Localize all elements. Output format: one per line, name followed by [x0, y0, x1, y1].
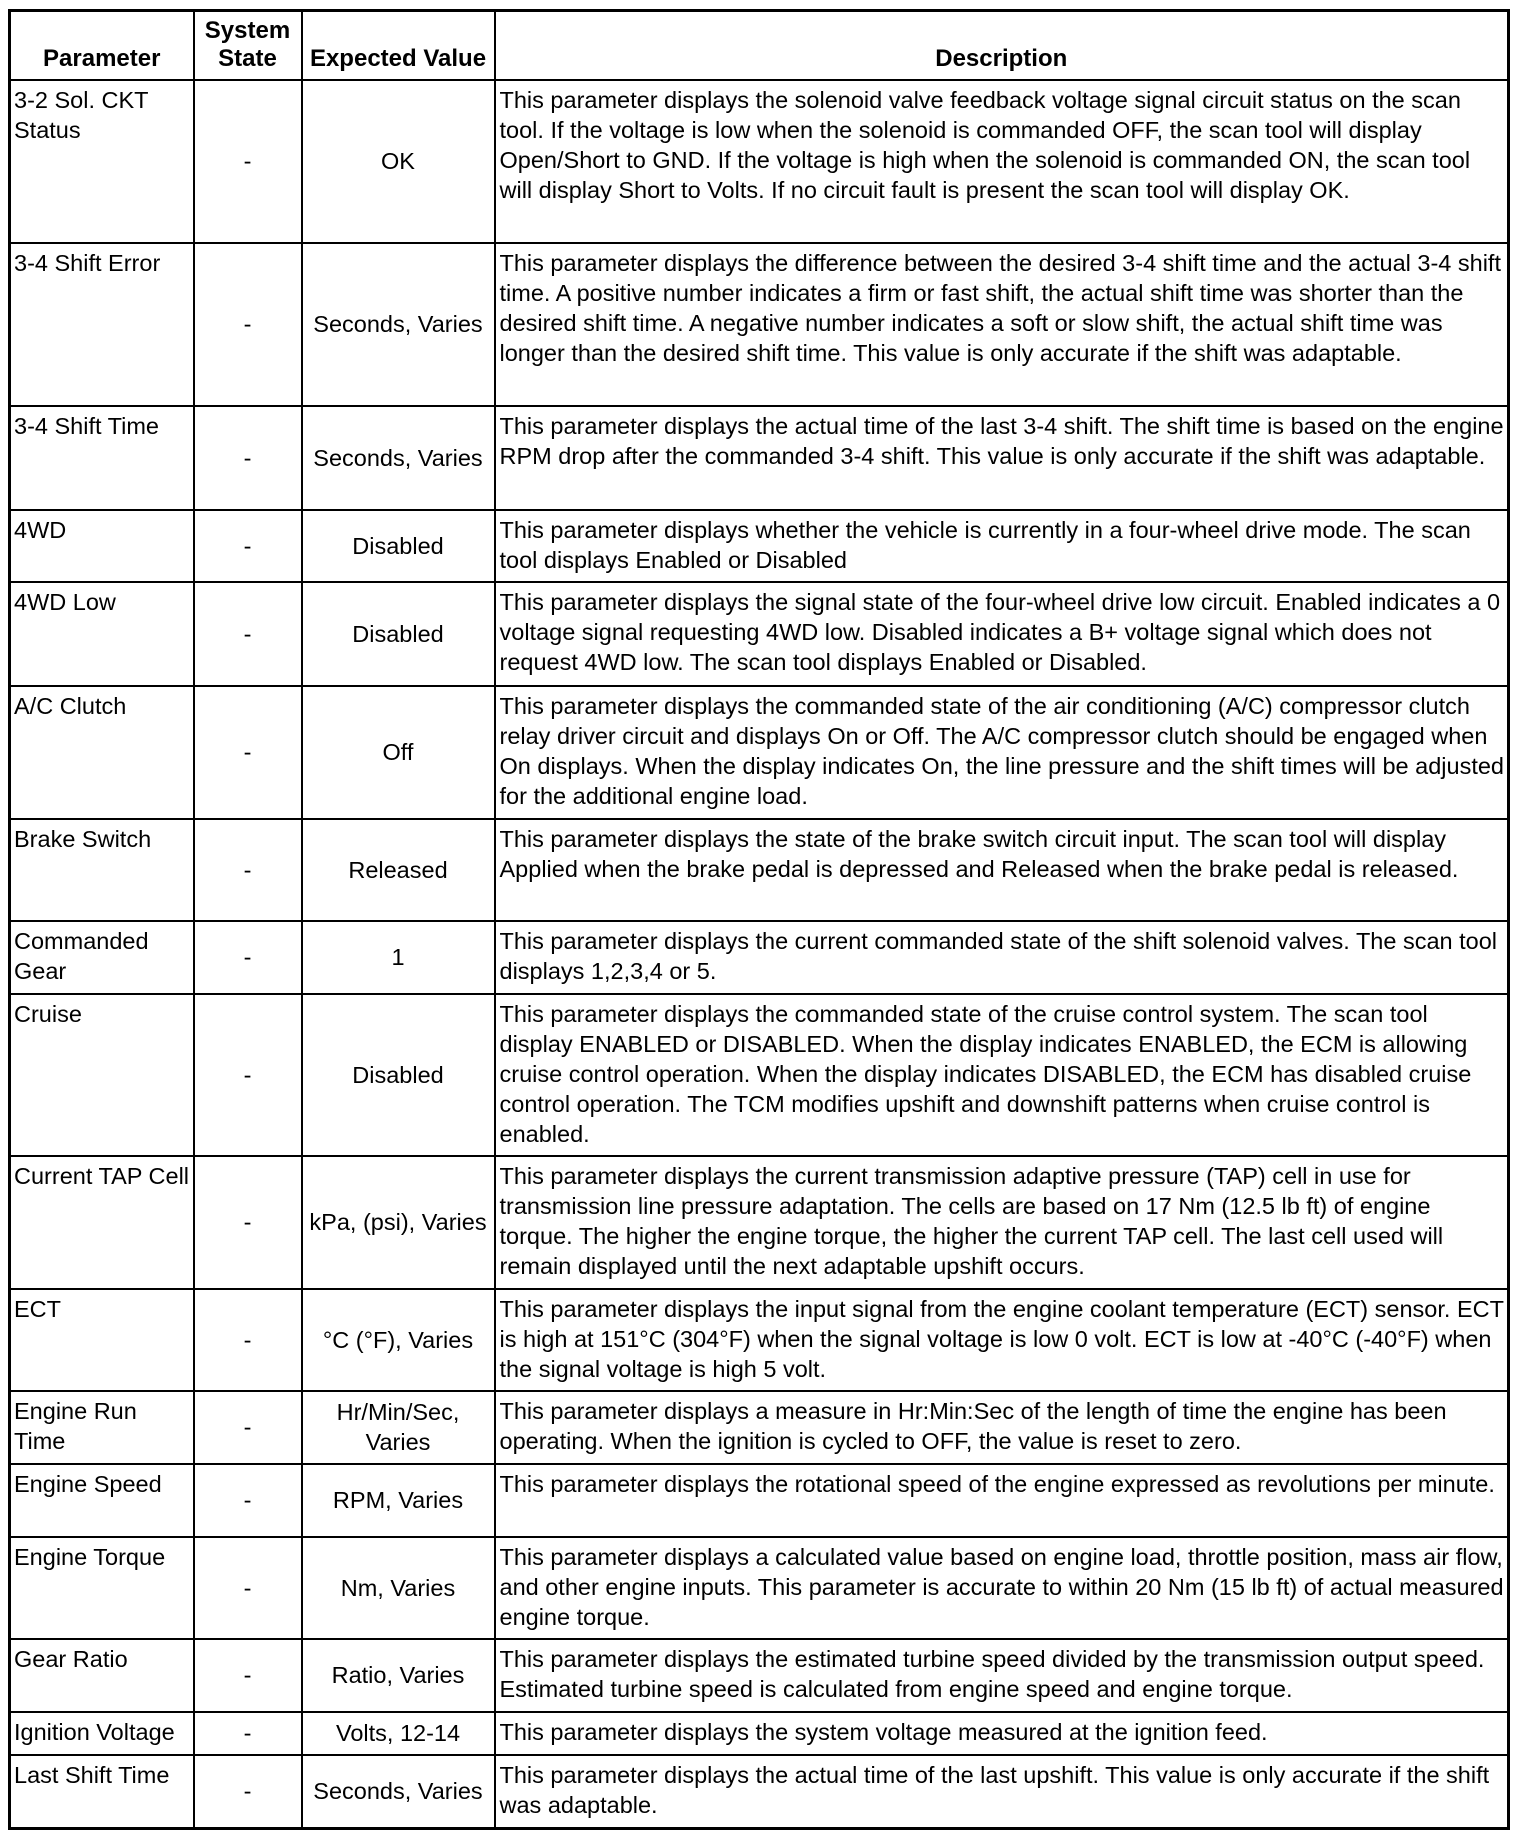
parameter-cell: 3-4 Shift Time	[10, 406, 194, 510]
parameter-cell: Cruise	[10, 994, 194, 1156]
parameter-cell: 4WD	[10, 510, 194, 582]
parameter-cell: Engine Run Time	[10, 1391, 194, 1464]
description-cell: This parameter displays the commanded state of the cruise control system. The scan tool display ENABLED or DISABLED. When the display indicates ENABLED, the ECM is allowing cruise control operation. When the display indicates DISABLED, the ECM has disabled cruise control operation. The TCM modifies upshift and downshift patterns when cruise control is enabled.	[495, 994, 1509, 1156]
description-cell: This parameter displays the solenoid valve feedback voltage signal circuit status on the scan tool. If the voltage is low when the solenoid is commanded OFF, the scan tool will display Open/Short to GND. If the voltage is high when the solenoid is commanded ON, the scan tool will display Short to Volts. If no circuit fault is present the scan tool will display OK.	[495, 80, 1509, 243]
table-row	[10, 1639, 1509, 1712]
expected-value-cell: Nm, Varies	[302, 1537, 495, 1639]
parameter-cell: Commanded Gear	[10, 921, 194, 994]
description-cell: This parameter displays the difference between the desired 3-4 shift time and the actual 3-4 shift time. A positive number indicates a firm or fast shift, the actual shift time was shorter than the desired shift time. A negative number indicates a soft or slow shift, the actual shift time was longer than the desired shift time. This value is only accurate if the shift was adaptable.	[495, 243, 1509, 406]
parameter-cell: 3-4 Shift Error	[10, 243, 194, 406]
header-description: Description	[495, 11, 1509, 80]
table-row	[10, 994, 1509, 1156]
parameter-cell: ECT	[10, 1289, 194, 1391]
parameter-cell: 3-2 Sol. CKT Status	[10, 80, 194, 243]
header-row	[10, 11, 1509, 80]
table-row	[10, 582, 1509, 686]
system-state-cell: -	[194, 1712, 302, 1755]
system-state-cell: -	[194, 406, 302, 510]
header-parameter: Parameter	[10, 11, 194, 80]
expected-value-cell: Disabled	[302, 582, 495, 686]
table-row	[10, 510, 1509, 582]
table-row	[10, 243, 1509, 406]
system-state-cell: -	[194, 1755, 302, 1829]
expected-value-cell: Seconds, Varies	[302, 406, 495, 510]
system-state-cell: -	[194, 819, 302, 921]
description-cell: This parameter displays the commanded state of the air conditioning (A/C) compressor clutch relay driver circuit and displays On or Off. The A/C compressor clutch should be engaged when On displays. When the display indicates On, the line pressure and the shift times will be adjusted for the additional engine load.	[495, 686, 1509, 819]
description-cell: This parameter displays the current commanded state of the shift solenoid valves. The scan tool displays 1,2,3,4 or 5.	[495, 921, 1509, 994]
system-state-cell: -	[194, 1391, 302, 1464]
description-cell: This parameter displays a calculated value based on engine load, throttle position, mass air flow, and other engine inputs. This parameter is accurate to within 20 Nm (15 lb ft) of actual measured engine torque.	[495, 1537, 1509, 1639]
parameter-cell: Brake Switch	[10, 819, 194, 921]
system-state-cell: -	[194, 921, 302, 994]
system-state-cell: -	[194, 582, 302, 686]
expected-value-cell: Seconds, Varies	[302, 1755, 495, 1829]
parameter-cell: Engine Torque	[10, 1537, 194, 1639]
system-state-cell: -	[194, 1156, 302, 1289]
expected-value-cell: Released	[302, 819, 495, 921]
parameter-cell: Ignition Voltage	[10, 1712, 194, 1755]
parameter-table-container	[8, 9, 1510, 1816]
description-cell: This parameter displays a measure in Hr:Min:Sec of the length of time the engine has been operating. When the ignition is cycled to OFF, the value is reset to zero.	[495, 1391, 1509, 1464]
header-system-state: System State	[194, 11, 302, 80]
expected-value-cell: OK	[302, 80, 495, 243]
table-row	[10, 819, 1509, 921]
expected-value-cell: Disabled	[302, 994, 495, 1156]
parameter-cell: Gear Ratio	[10, 1639, 194, 1712]
table-row	[10, 80, 1509, 243]
table-row	[10, 1464, 1509, 1537]
system-state-cell: -	[194, 1639, 302, 1712]
table-row	[10, 1755, 1509, 1829]
system-state-cell: -	[194, 1537, 302, 1639]
system-state-cell: -	[194, 1464, 302, 1537]
header-expected-value: Expected Value	[302, 11, 495, 80]
parameter-table	[8, 9, 1510, 1830]
expected-value-cell: °C (°F), Varies	[302, 1289, 495, 1391]
table-row	[10, 406, 1509, 510]
table-row	[10, 921, 1509, 994]
table-row	[10, 1391, 1509, 1464]
description-cell: This parameter displays the actual time of the last 3-4 shift. The shift time is based on the engine RPM drop after the commanded 3-4 shift. This value is only accurate if the shift was adaptable.	[495, 406, 1509, 510]
description-cell: This parameter displays the rotational speed of the engine expressed as revolutions per minute.	[495, 1464, 1509, 1537]
table-row	[10, 1712, 1509, 1755]
description-cell: This parameter displays the input signal from the engine coolant temperature (ECT) sensor. ECT is high at 151°C (304°F) when the signal voltage is low 0 volt. ECT is low at -40°C (-40°F) when the signal voltage is high 5 volt.	[495, 1289, 1509, 1391]
table-row	[10, 686, 1509, 819]
description-cell: This parameter displays the state of the brake switch circuit input. The scan tool will display Applied when the brake pedal is depressed and Released when the brake pedal is released.	[495, 819, 1509, 921]
parameter-cell: Last Shift Time	[10, 1755, 194, 1829]
parameter-cell: Engine Speed	[10, 1464, 194, 1537]
description-cell: This parameter displays the estimated turbine speed divided by the transmission output speed. Estimated turbine speed is calculated from engine speed and engine torque.	[495, 1639, 1509, 1712]
system-state-cell: -	[194, 686, 302, 819]
description-cell: This parameter displays the system voltage measured at the ignition feed.	[495, 1712, 1509, 1755]
table-row	[10, 1156, 1509, 1289]
table-row	[10, 1537, 1509, 1639]
description-cell: This parameter displays whether the vehicle is currently in a four-wheel drive mode. The scan tool displays Enabled or Disabled	[495, 510, 1509, 582]
table-row	[10, 1289, 1509, 1391]
description-cell: This parameter displays the current transmission adaptive pressure (TAP) cell in use for transmission line pressure adaptation. The cells are based on 17 Nm (12.5 lb ft) of engine torque. The higher the engine torque, the higher the current TAP cell. The last cell used will remain displayed until the next adaptable upshift occurs.	[495, 1156, 1509, 1289]
expected-value-cell: 1	[302, 921, 495, 994]
expected-value-cell: Off	[302, 686, 495, 819]
system-state-cell: -	[194, 994, 302, 1156]
description-cell: This parameter displays the actual time of the last upshift. This value is only accurate if the shift was adaptable.	[495, 1755, 1509, 1829]
expected-value-cell: Volts, 12-14	[302, 1712, 495, 1755]
system-state-cell: -	[194, 510, 302, 582]
expected-value-cell: kPa, (psi), Varies	[302, 1156, 495, 1289]
expected-value-cell: Hr/Min/Sec, Varies	[302, 1391, 495, 1464]
system-state-cell: -	[194, 243, 302, 406]
expected-value-cell: Ratio, Varies	[302, 1639, 495, 1712]
description-cell: This parameter displays the signal state of the four-wheel drive low circuit. Enabled indicates a 0 voltage signal requesting 4WD low. Disabled indicates a B+ voltage signal which does not request 4WD low. The scan tool displays Enabled or Disabled.	[495, 582, 1509, 686]
parameter-cell: A/C Clutch	[10, 686, 194, 819]
expected-value-cell: RPM, Varies	[302, 1464, 495, 1537]
parameter-cell: 4WD Low	[10, 582, 194, 686]
expected-value-cell: Disabled	[302, 510, 495, 582]
parameter-cell: Current TAP Cell	[10, 1156, 194, 1289]
system-state-cell: -	[194, 80, 302, 243]
expected-value-cell: Seconds, Varies	[302, 243, 495, 406]
system-state-cell: -	[194, 1289, 302, 1391]
